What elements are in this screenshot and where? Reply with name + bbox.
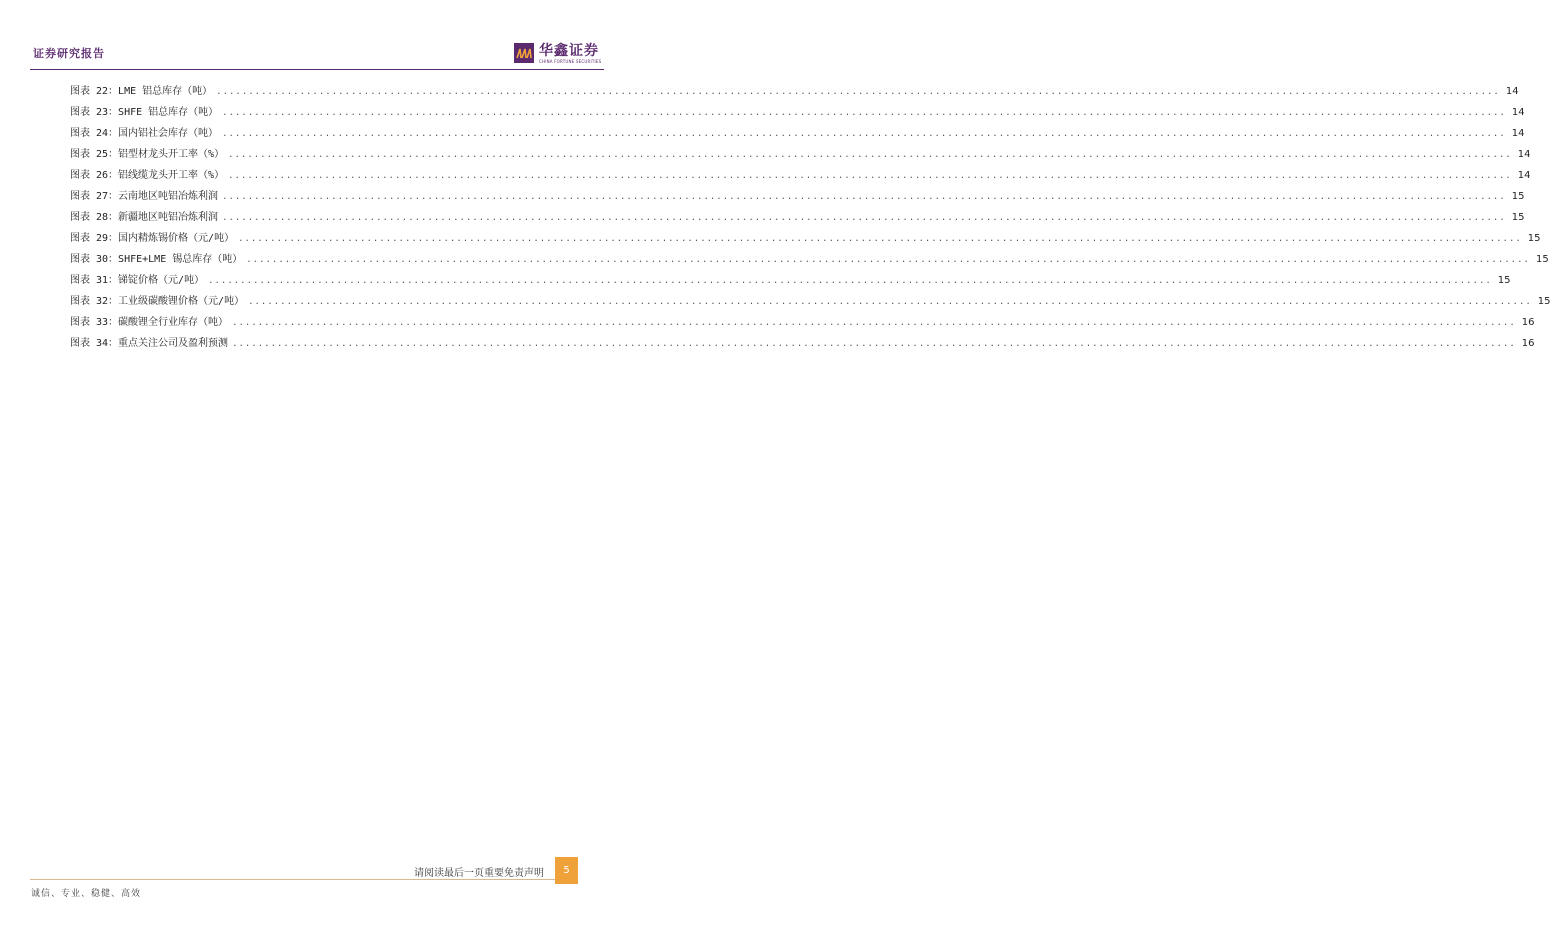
toc-entry-label: 图表 30：SHFE+LME 锡总库存（吨）: [70, 254, 243, 265]
footer-divider: [30, 879, 555, 880]
toc-dot-leader: ........................................................................................................................................................................................................: [216, 87, 1500, 97]
toc-dot-leader: ........................................................................................................................................................................................................: [232, 339, 1516, 349]
toc-dot-leader: ........................................................................................................................................................................................................: [246, 255, 1530, 265]
toc-entry-page: 15: [1537, 296, 1551, 307]
toc-dot-leader: ........................................................................................................................................................................................................: [228, 171, 1512, 181]
toc-dot-leader: ........................................................................................................................................................................................................: [228, 150, 1512, 160]
toc-entry-page: 15: [1535, 254, 1549, 265]
toc-entry-label: 图表 26：铝线缆龙头开工率（%）: [70, 170, 225, 181]
toc-entry[interactable]: [70, 292, 1551, 313]
toc-entry[interactable]: [70, 208, 1525, 229]
toc-entry[interactable]: [70, 103, 1525, 124]
company-logo: [514, 42, 601, 64]
toc-entry[interactable]: [70, 166, 1531, 187]
toc-entry[interactable]: [70, 82, 1519, 103]
toc-entry[interactable]: [70, 334, 1535, 355]
page-number-badge: [555, 857, 578, 884]
toc-entry[interactable]: [70, 313, 1535, 334]
toc-entry-label: 图表 22：LME 铝总库存（吨）: [70, 86, 213, 97]
disclaimer-note: 请阅读最后一页重要免责声明: [414, 868, 544, 879]
toc-dot-leader: ........................................................................................................................................................................................................: [222, 192, 1506, 202]
toc-entry-page: 14: [1511, 128, 1525, 139]
logo-mark-icon: [514, 43, 534, 63]
toc-entry[interactable]: [70, 250, 1549, 271]
toc-entry-page: 15: [1497, 275, 1511, 286]
toc-entry-page: 14: [1517, 170, 1531, 181]
header-divider: [30, 69, 604, 70]
toc-dot-leader: ........................................................................................................................................................................................................: [222, 213, 1506, 223]
toc-entry-label: 图表 24：国内铝社会库存（吨）: [70, 128, 219, 139]
toc-entry-page: 16: [1521, 338, 1535, 349]
logo-english-name: CHINA FORTUNE SECURITIES: [539, 58, 602, 64]
toc-entry-page: 14: [1505, 86, 1519, 97]
toc-entry-label: 图表 25：铝型材龙头开工率（%）: [70, 149, 225, 160]
toc-entry[interactable]: [70, 145, 1531, 166]
toc-entry-label: 图表 29：国内精炼锡价格（元/吨）: [70, 233, 235, 244]
toc-entry-label: 图表 23：SHFE 铝总库存（吨）: [70, 107, 219, 118]
toc-entry-label: 图表 34：重点关注公司及盈利预测: [70, 338, 229, 349]
toc-entry-page: 15: [1511, 191, 1525, 202]
toc-dot-leader: ........................................................................................................................................................................................................: [222, 129, 1506, 139]
toc-entry-page: 14: [1511, 107, 1525, 118]
toc-entry-label: 图表 31：锑锭价格（元/吨）: [70, 275, 205, 286]
toc-entry-page: 14: [1517, 149, 1531, 160]
report-type-title: 证券研究报告: [33, 47, 105, 60]
toc-entry-page: 15: [1511, 212, 1525, 223]
toc-entry[interactable]: [70, 187, 1525, 208]
page-number: 5: [563, 865, 570, 876]
logo-chinese-name: 华鑫证券: [539, 42, 599, 59]
toc-entry-label: 图表 33：碳酸锂全行业库存（吨）: [70, 317, 229, 328]
toc-dot-leader: ........................................................................................................................................................................................................: [232, 318, 1516, 328]
toc-entry-page: 15: [1527, 233, 1541, 244]
toc-dot-leader: ........................................................................................................................................................................................................: [208, 276, 1492, 286]
toc-dot-leader: ........................................................................................................................................................................................................: [238, 234, 1522, 244]
toc-entry-label: 图表 28：新疆地区吨铝冶炼利润: [70, 212, 219, 223]
toc-entry-page: 16: [1521, 317, 1535, 328]
toc-entry[interactable]: [70, 271, 1511, 292]
toc-dot-leader: ........................................................................................................................................................................................................: [248, 297, 1532, 307]
toc-entry[interactable]: [70, 229, 1541, 250]
toc-entry[interactable]: [70, 124, 1525, 145]
toc-dot-leader: ........................................................................................................................................................................................................: [222, 108, 1506, 118]
toc-entry-label: 图表 32：工业级碳酸锂价格（元/吨）: [70, 296, 245, 307]
company-motto: 诚信、专业、稳健、高效: [31, 889, 142, 899]
toc-entry-label: 图表 27：云南地区吨铝冶炼利润: [70, 191, 219, 202]
table-of-figures: [70, 82, 1551, 355]
